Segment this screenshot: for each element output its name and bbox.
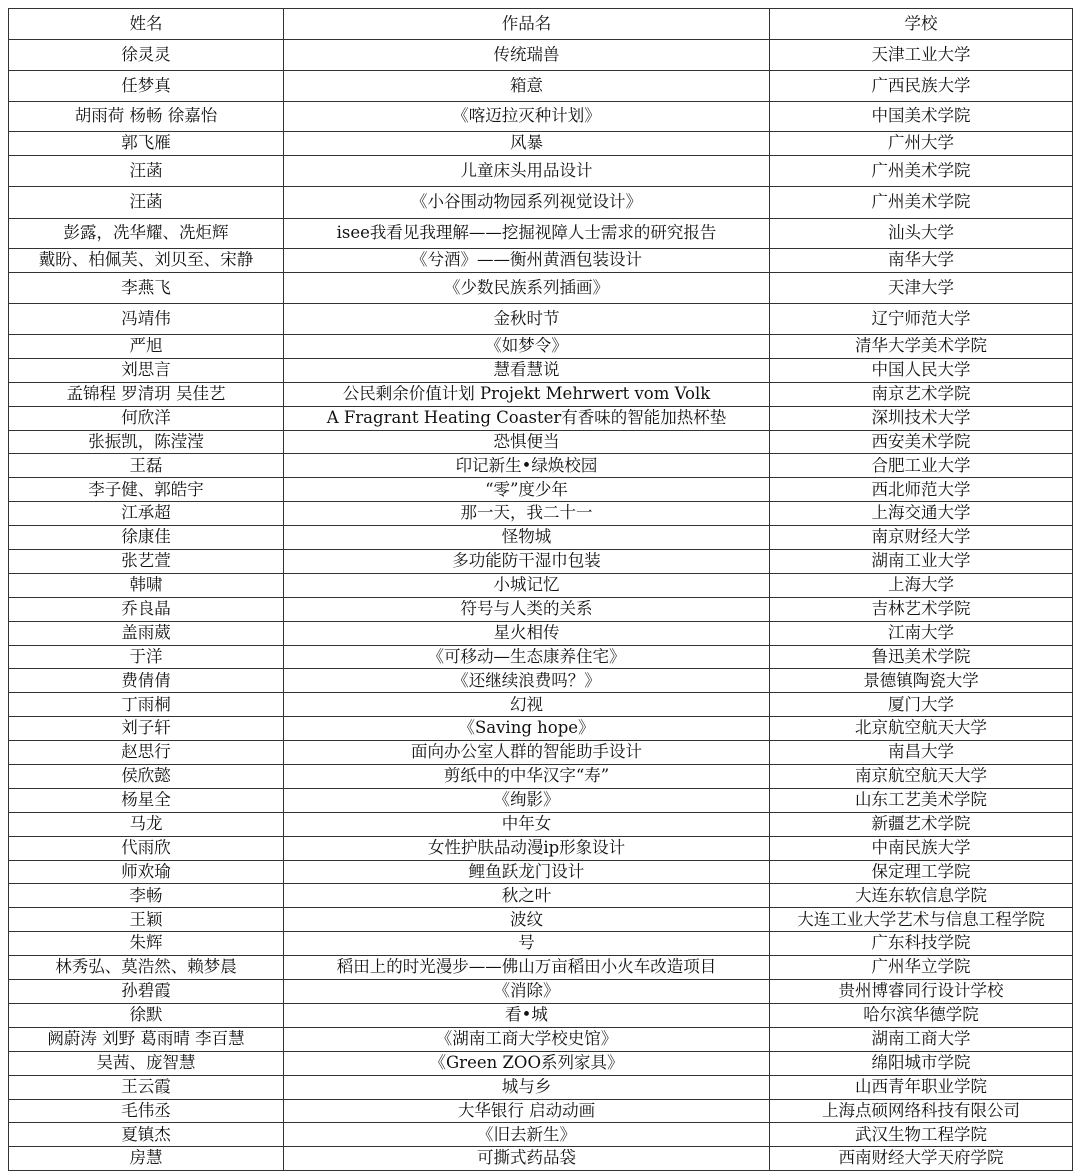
cell-name: 阙蔚涛 刘野 葛雨晴 李百慧 bbox=[9, 1027, 284, 1051]
table-row bbox=[9, 1099, 1073, 1123]
cell-school: 厦门大学 bbox=[770, 693, 1073, 717]
table-row bbox=[9, 836, 1073, 860]
cell-work: 符号与人类的关系 bbox=[284, 597, 770, 621]
cell-school: 汕头大学 bbox=[770, 219, 1073, 249]
table-row bbox=[9, 621, 1073, 645]
header-school: 学校 bbox=[770, 9, 1073, 40]
cell-work: 幻视 bbox=[284, 693, 770, 717]
cell-school: 吉林艺术学院 bbox=[770, 597, 1073, 621]
cell-school: 南京航空航天大学 bbox=[770, 765, 1073, 789]
cell-school: 上海交通大学 bbox=[770, 502, 1073, 526]
cell-name: 冯靖伟 bbox=[9, 304, 284, 335]
table-row bbox=[9, 717, 1073, 741]
cell-name: 毛伟丞 bbox=[9, 1099, 284, 1123]
table-row bbox=[9, 1147, 1073, 1171]
cell-name: 徐灵灵 bbox=[9, 40, 284, 71]
cell-work: 大华银行 启动动画 bbox=[284, 1099, 770, 1123]
cell-name: 刘子轩 bbox=[9, 717, 284, 741]
header-row bbox=[9, 9, 1073, 40]
table-row bbox=[9, 1003, 1073, 1027]
table-row bbox=[9, 1051, 1073, 1075]
cell-school: 景德镇陶瓷大学 bbox=[770, 669, 1073, 693]
cell-school: 广州美术学院 bbox=[770, 156, 1073, 187]
cell-work: 面向办公室人群的智能助手设计 bbox=[284, 741, 770, 765]
cell-school: 辽宁师范大学 bbox=[770, 304, 1073, 335]
cell-work: 鲤鱼跃龙门设计 bbox=[284, 860, 770, 884]
cell-work: 小城记忆 bbox=[284, 573, 770, 597]
cell-work: isee我看见我理解——挖掘视障人士需求的研究报告 bbox=[284, 219, 770, 249]
cell-name: 丁雨桐 bbox=[9, 693, 284, 717]
header-name: 姓名 bbox=[9, 9, 284, 40]
cell-school: 广州华立学院 bbox=[770, 956, 1073, 980]
cell-name: 戴盼、柏佩芙、刘贝至、宋静 bbox=[9, 249, 284, 273]
cell-school: 上海点硕网络科技有限公司 bbox=[770, 1099, 1073, 1123]
cell-school: 上海大学 bbox=[770, 573, 1073, 597]
table-row bbox=[9, 884, 1073, 908]
cell-name: 王磊 bbox=[9, 454, 284, 478]
table-row bbox=[9, 382, 1073, 406]
cell-school: 中国美术学院 bbox=[770, 102, 1073, 132]
cell-school: 西南财经大学天府学院 bbox=[770, 1147, 1073, 1171]
cell-name: 汪菡 bbox=[9, 187, 284, 219]
cell-school: 广州美术学院 bbox=[770, 187, 1073, 219]
cell-name: 师欢瑜 bbox=[9, 860, 284, 884]
table-row bbox=[9, 502, 1073, 526]
cell-work: “零”度少年 bbox=[284, 478, 770, 502]
cell-work: 《少数民族系列插画》 bbox=[284, 273, 770, 304]
cell-work: 《消除》 bbox=[284, 980, 770, 1004]
cell-name: 韩啸 bbox=[9, 573, 284, 597]
table-row bbox=[9, 249, 1073, 273]
cell-name: 何欣洋 bbox=[9, 406, 284, 430]
cell-work: 《喀迈拉灭种计划》 bbox=[284, 102, 770, 132]
table-row bbox=[9, 304, 1073, 335]
cell-school: 北京航空航天大学 bbox=[770, 717, 1073, 741]
cell-work: 秋之叶 bbox=[284, 884, 770, 908]
cell-name: 汪菡 bbox=[9, 156, 284, 187]
cell-school: 南京艺术学院 bbox=[770, 382, 1073, 406]
table-row bbox=[9, 932, 1073, 956]
cell-school: 南昌大学 bbox=[770, 741, 1073, 765]
table-row bbox=[9, 812, 1073, 836]
cell-name: 李子健、郭皓宇 bbox=[9, 478, 284, 502]
table-row bbox=[9, 1075, 1073, 1099]
cell-name: 林秀弘、莫浩然、赖梦晨 bbox=[9, 956, 284, 980]
cell-school: 天津工业大学 bbox=[770, 40, 1073, 71]
table-row bbox=[9, 1027, 1073, 1051]
cell-school: 鲁迅美术学院 bbox=[770, 645, 1073, 669]
cell-work: 星火相传 bbox=[284, 621, 770, 645]
cell-school: 武汉生物工程学院 bbox=[770, 1123, 1073, 1147]
cell-name: 杨星全 bbox=[9, 788, 284, 812]
table-row bbox=[9, 156, 1073, 187]
table-row bbox=[9, 40, 1073, 71]
table-row bbox=[9, 1123, 1073, 1147]
cell-school: 深圳技术大学 bbox=[770, 406, 1073, 430]
table-row bbox=[9, 741, 1073, 765]
cell-name: 李畅 bbox=[9, 884, 284, 908]
table-row bbox=[9, 669, 1073, 693]
cell-school: 贵州博睿同行设计学校 bbox=[770, 980, 1073, 1004]
cell-work: 《如梦令》 bbox=[284, 335, 770, 359]
table-row bbox=[9, 132, 1073, 156]
cell-school: 清华大学美术学院 bbox=[770, 335, 1073, 359]
cell-school: 绵阳城市学院 bbox=[770, 1051, 1073, 1075]
cell-work: 女性护肤品动漫ip形象设计 bbox=[284, 836, 770, 860]
cell-name: 严旭 bbox=[9, 335, 284, 359]
cell-name: 张振凯，陈滢滢 bbox=[9, 430, 284, 454]
table-row bbox=[9, 454, 1073, 478]
cell-name: 徐康佳 bbox=[9, 526, 284, 550]
table-row bbox=[9, 908, 1073, 932]
cell-work: 公民剩余价值计划 Projekt Mehrwert vom Volk bbox=[284, 382, 770, 406]
cell-work: 多功能防干湿巾包装 bbox=[284, 550, 770, 574]
cell-name: 代雨欣 bbox=[9, 836, 284, 860]
cell-school: 山西青年职业学院 bbox=[770, 1075, 1073, 1099]
table-row bbox=[9, 71, 1073, 102]
cell-work: 印记新生•绿焕校园 bbox=[284, 454, 770, 478]
cell-work: 风暴 bbox=[284, 132, 770, 156]
cell-work: 可撕式药品袋 bbox=[284, 1147, 770, 1171]
cell-work: 《小谷围动物园系列视觉设计》 bbox=[284, 187, 770, 219]
cell-school: 保定理工学院 bbox=[770, 860, 1073, 884]
cell-name: 徐默 bbox=[9, 1003, 284, 1027]
table-row bbox=[9, 406, 1073, 430]
cell-name: 孟锦程 罗清玥 吴佳艺 bbox=[9, 382, 284, 406]
cell-work: 箱意 bbox=[284, 71, 770, 102]
award-table bbox=[8, 8, 1073, 1171]
table-row bbox=[9, 693, 1073, 717]
cell-name: 马龙 bbox=[9, 812, 284, 836]
cell-school: 山东工艺美术学院 bbox=[770, 788, 1073, 812]
cell-name: 侯欣懿 bbox=[9, 765, 284, 789]
cell-school: 广西民族大学 bbox=[770, 71, 1073, 102]
cell-school: 南京财经大学 bbox=[770, 526, 1073, 550]
cell-name: 孙碧霞 bbox=[9, 980, 284, 1004]
cell-name: 彭露，冼华耀、冼炬辉 bbox=[9, 219, 284, 249]
cell-work: 中年女 bbox=[284, 812, 770, 836]
cell-name: 于洋 bbox=[9, 645, 284, 669]
cell-work: A Fragrant Heating Coaster有香味的智能加热杯垫 bbox=[284, 406, 770, 430]
table-row bbox=[9, 550, 1073, 574]
cell-school: 中国人民大学 bbox=[770, 358, 1073, 382]
cell-work: 稻田上的时光漫步——佛山万亩稻田小火车改造项目 bbox=[284, 956, 770, 980]
cell-work: 城与乡 bbox=[284, 1075, 770, 1099]
cell-work: 《兮酒》——衡州黄酒包装设计 bbox=[284, 249, 770, 273]
cell-work: 怪物城 bbox=[284, 526, 770, 550]
table-row bbox=[9, 765, 1073, 789]
cell-work: 《Saving hope》 bbox=[284, 717, 770, 741]
table-row bbox=[9, 219, 1073, 249]
table-row bbox=[9, 788, 1073, 812]
cell-work: 《可移动—生态康养住宅》 bbox=[284, 645, 770, 669]
cell-name: 胡雨荷 杨畅 徐嘉怡 bbox=[9, 102, 284, 132]
cell-school: 大连工业大学艺术与信息工程学院 bbox=[770, 908, 1073, 932]
cell-name: 费倩倩 bbox=[9, 669, 284, 693]
cell-school: 合肥工业大学 bbox=[770, 454, 1073, 478]
table-row bbox=[9, 860, 1073, 884]
cell-work: 传统瑞兽 bbox=[284, 40, 770, 71]
cell-work: 剪纸中的中华汉字“寿” bbox=[284, 765, 770, 789]
cell-work: 《湖南工商大学校史馆》 bbox=[284, 1027, 770, 1051]
cell-work: 号 bbox=[284, 932, 770, 956]
cell-school: 天津大学 bbox=[770, 273, 1073, 304]
cell-school: 中南民族大学 bbox=[770, 836, 1073, 860]
cell-work: 看•城 bbox=[284, 1003, 770, 1027]
header-work: 作品名 bbox=[284, 9, 770, 40]
table-row bbox=[9, 597, 1073, 621]
cell-school: 湖南工业大学 bbox=[770, 550, 1073, 574]
table-row bbox=[9, 573, 1073, 597]
cell-work: 金秋时节 bbox=[284, 304, 770, 335]
cell-school: 西安美术学院 bbox=[770, 430, 1073, 454]
cell-school: 广州大学 bbox=[770, 132, 1073, 156]
cell-name: 朱辉 bbox=[9, 932, 284, 956]
cell-name: 刘思言 bbox=[9, 358, 284, 382]
cell-school: 南华大学 bbox=[770, 249, 1073, 273]
cell-name: 江承超 bbox=[9, 502, 284, 526]
cell-name: 盖雨葳 bbox=[9, 621, 284, 645]
cell-work: 《Green ZOO系列家具》 bbox=[284, 1051, 770, 1075]
table-row bbox=[9, 102, 1073, 132]
cell-school: 哈尔滨华德学院 bbox=[770, 1003, 1073, 1027]
cell-school: 广东科技学院 bbox=[770, 932, 1073, 956]
cell-name: 李燕飞 bbox=[9, 273, 284, 304]
table-row bbox=[9, 478, 1073, 502]
table-row bbox=[9, 273, 1073, 304]
cell-school: 江南大学 bbox=[770, 621, 1073, 645]
cell-name: 郭飞雁 bbox=[9, 132, 284, 156]
cell-school: 湖南工商大学 bbox=[770, 1027, 1073, 1051]
cell-work: 恐惧便当 bbox=[284, 430, 770, 454]
cell-name: 乔良晶 bbox=[9, 597, 284, 621]
table-row bbox=[9, 358, 1073, 382]
table-row bbox=[9, 430, 1073, 454]
cell-school: 大连东软信息学院 bbox=[770, 884, 1073, 908]
cell-work: 慧看慧说 bbox=[284, 358, 770, 382]
cell-name: 任梦真 bbox=[9, 71, 284, 102]
cell-name: 吴茜、庞智慧 bbox=[9, 1051, 284, 1075]
cell-name: 夏镇杰 bbox=[9, 1123, 284, 1147]
cell-name: 王颖 bbox=[9, 908, 284, 932]
table-row bbox=[9, 645, 1073, 669]
table-row bbox=[9, 956, 1073, 980]
table-row bbox=[9, 335, 1073, 359]
cell-work: 《还继续浪费吗？》 bbox=[284, 669, 770, 693]
cell-name: 房慧 bbox=[9, 1147, 284, 1171]
cell-school: 新疆艺术学院 bbox=[770, 812, 1073, 836]
cell-school: 西北师范大学 bbox=[770, 478, 1073, 502]
cell-name: 王云霞 bbox=[9, 1075, 284, 1099]
table-row bbox=[9, 526, 1073, 550]
table-row bbox=[9, 187, 1073, 219]
cell-work: 波纹 bbox=[284, 908, 770, 932]
cell-name: 赵思行 bbox=[9, 741, 284, 765]
cell-name: 张艺萱 bbox=[9, 550, 284, 574]
table-row bbox=[9, 980, 1073, 1004]
cell-work: 儿童床头用品设计 bbox=[284, 156, 770, 187]
table-body bbox=[9, 40, 1073, 1171]
cell-work: 那一天，我二十一 bbox=[284, 502, 770, 526]
cell-work: 《绚影》 bbox=[284, 788, 770, 812]
cell-work: 《旧去新生》 bbox=[284, 1123, 770, 1147]
